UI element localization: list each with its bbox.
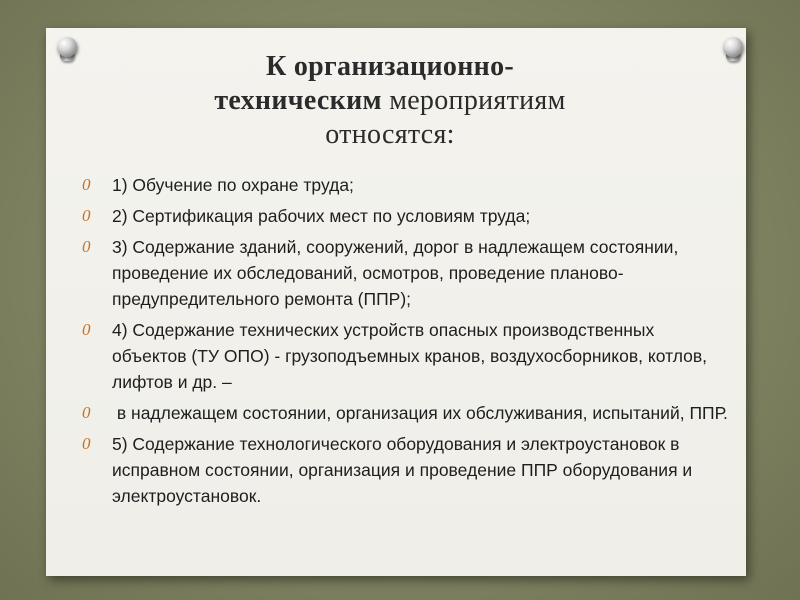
title-line-2-bold: техническим <box>214 85 382 116</box>
bullet-icon: 0 <box>82 175 91 194</box>
bullet-icon: 0 <box>82 237 91 256</box>
pushpin-icon <box>56 37 78 63</box>
list-item-text: 1) Обучение по охране труда; <box>112 175 354 195</box>
list-item <box>80 317 730 395</box>
list-item <box>80 431 730 509</box>
bullet-icon: 0 <box>82 206 91 225</box>
list-item-text: 5) Содержание технологического оборудования и электроустановок в исправном состоянии, организация и проведение ППР оборудования и электроустановок. <box>112 434 693 506</box>
title-line-3: относятся: <box>325 119 455 150</box>
bullet-icon: 0 <box>82 403 91 422</box>
list-item <box>80 172 730 198</box>
pushpin-icon <box>722 37 744 63</box>
list-item-text: 2) Сертификация рабочих мест по условиям труда; <box>112 206 531 226</box>
bullet-icon: 0 <box>82 434 91 453</box>
title-line-2-rest: мероприятиям <box>381 85 566 116</box>
title-line-1: К организационно- <box>265 51 515 82</box>
slide-title <box>150 50 630 152</box>
bullet-list <box>80 172 730 514</box>
bullet-icon: 0 <box>82 320 91 339</box>
list-item <box>80 203 730 229</box>
list-item-text: 4) Содержание технических устройств опасных производственных объектов (ТУ ОПО) - грузоподъемных кранов, воздухосборников, котлов, лифтов и др. – <box>112 320 707 392</box>
list-item <box>80 400 730 426</box>
list-item-text: в надлежащем состоянии, организация их обслуживания, испытаний, ППР. <box>112 403 728 423</box>
list-item <box>80 234 730 312</box>
list-item-text: 3) Содержание зданий, сооружений, дорог в надлежащем состоянии, проведение их обследований, осмотров, проведение планово-предупредительного ремонта (ППР); <box>112 237 679 309</box>
